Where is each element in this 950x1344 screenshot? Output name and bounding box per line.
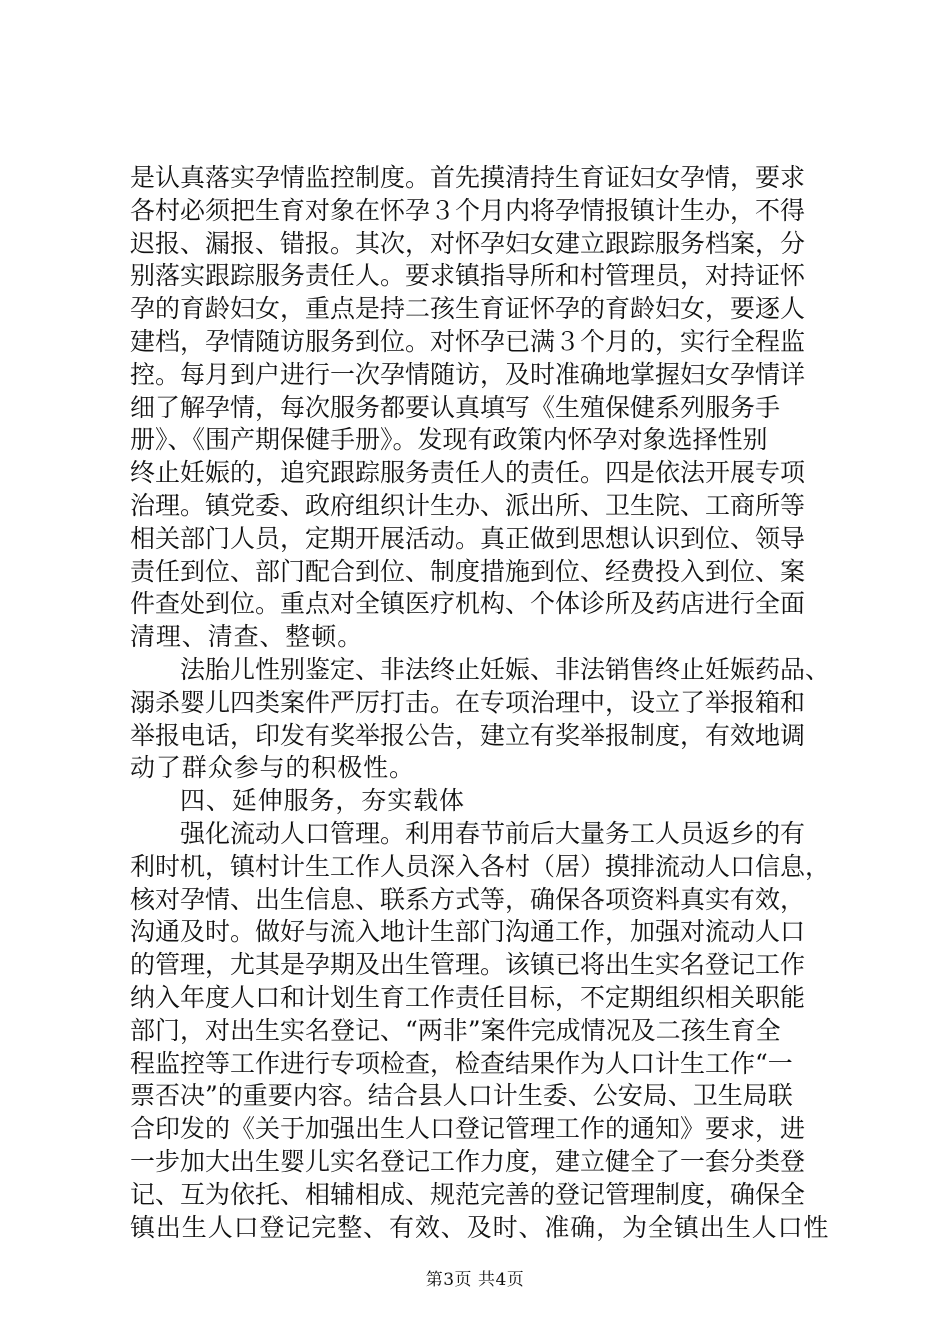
paragraph	[130, 654, 830, 785]
text-line: 迟报、漏报、错报。其次，对怀孕妇女建立跟踪服务档案，分	[130, 228, 806, 258]
text-line: 治理。镇党委、政府组织计生办、派出所、卫生院、工商所等	[130, 490, 806, 520]
text-line: 部门，对出生实名登记、“两非”案件完成情况及二孩生育全	[130, 1015, 781, 1045]
text-line: 终止妊娠的，追究跟踪服务责任人的责任。四是依法开展专项	[130, 458, 806, 488]
text-line: 各村必须把生育对象在怀孕３个月内将孕情报镇计生办，不得	[130, 195, 806, 225]
paragraph	[130, 162, 830, 654]
text-line: 法胎儿性别鉴定、非法终止妊娠、非法销售终止妊娠药品、	[180, 654, 830, 684]
text-line: 的管理，尤其是孕期及出生管理。该镇已将出生实名登记工作	[130, 950, 806, 980]
text-line: 细了解孕情，每次服务都要认真填写《生殖保健系列服务手	[130, 392, 781, 422]
text-line: 相关部门人员，定期开展活动。真正做到思想认识到位、领导	[130, 523, 806, 553]
text-line: 责任到位、部门配合到位、制度措施到位、经费投入到位、案	[130, 556, 806, 586]
paragraph	[130, 818, 830, 1244]
text-line: 控。每月到户进行一次孕情随访，及时准确地掌握妇女孕情详	[130, 359, 806, 389]
text-line: 镇出生人口登记完整、有效、及时、准确，为全镇出生人口性	[130, 1212, 830, 1242]
text-line: 动了群众参与的积极性。	[130, 753, 415, 783]
text-line: 溺杀婴儿四类案件严厉打击。在专项治理中，设立了举报箱和	[130, 687, 806, 717]
text-line: 孕的育龄妇女，重点是持二孩生育证怀孕的育龄妇女，要逐人	[130, 294, 806, 324]
text-line: 记、互为依托、相辅相成、规范完善的登记管理制度，确保全	[130, 1179, 806, 1209]
text-line: 程监控等工作进行专项检查，检查结果作为人口计生工作“一	[130, 1048, 793, 1078]
text-line: 票否决”的重要内容。结合县人口计生委、公安局、卫生局联	[130, 1081, 793, 1111]
text-line: 强化流动人口管理。利用春节前后大量务工人员返乡的有	[180, 818, 806, 848]
text-line: 件查处到位。重点对全镇医疗机构、个体诊所及药店进行全面	[130, 589, 806, 619]
page-footer: 第3页 共4页	[425, 1270, 525, 1290]
text-line: 合印发的《关于加强出生人口登记管理工作的通知》要求，进	[130, 1114, 806, 1144]
text-line: 纳入年度人口和计划生育工作责任目标，不定期组织相关职能	[130, 982, 806, 1012]
text-line: 是认真落实孕情监控制度。首先摸清持生育证妇女孕情，要求	[130, 163, 806, 192]
text-line: 一步加大出生婴儿实名登记工作力度，建立健全了一套分类登	[130, 1146, 806, 1176]
text-line: 利时机，镇村计生工作人员深入各村（居）摸排流动人口信息，	[130, 851, 830, 881]
text-line: 册》、《围产期保健手册》。发现有政策内怀孕对象选择性别	[130, 425, 768, 455]
document-body	[130, 162, 830, 1244]
paragraph	[130, 785, 830, 818]
text-line: 核对孕情、出生信息、联系方式等，确保各项资料真实有效，	[130, 884, 806, 914]
text-line: 四、延伸服务，夯实载体	[180, 786, 465, 816]
text-line: 建档，孕情随访服务到位。对怀孕已满３个月的，实行全程监	[130, 326, 806, 356]
text-line: 清理、清查、整顿。	[130, 622, 364, 652]
text-line: 别落实跟踪服务责任人。要求镇指导所和村管理员，对持证怀	[130, 261, 806, 291]
text-line: 举报电话，印发有奖举报公告，建立有奖举报制度，有效地调	[130, 720, 806, 750]
text-line: 沟通及时。做好与流入地计生部门沟通工作，加强对流动人口	[130, 917, 806, 947]
